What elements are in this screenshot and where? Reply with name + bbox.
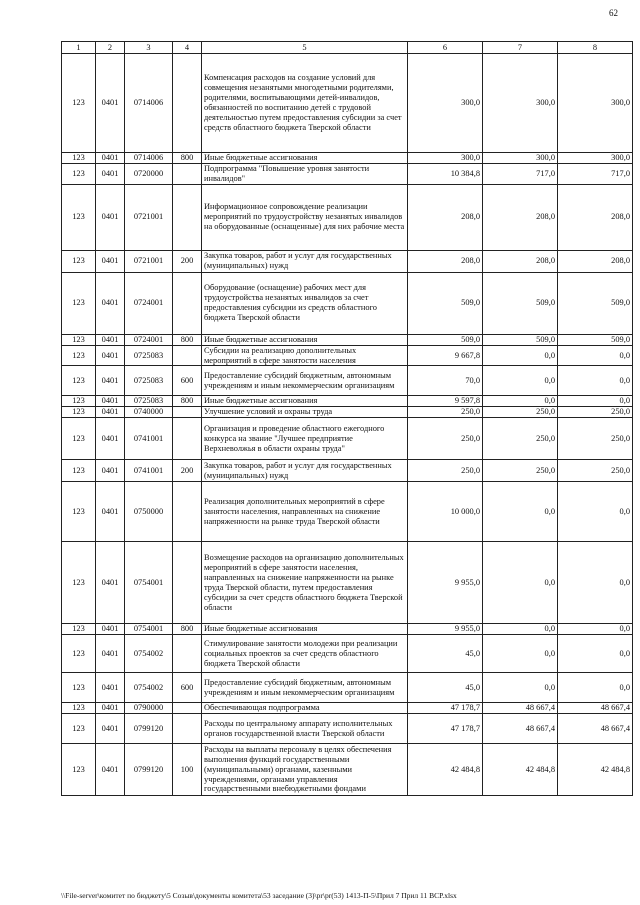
description-cell: Реализация дополнительных мероприятий в сфере занятости населения, направленных на снижение напряженности на рынке труда Тверской области (202, 482, 408, 542)
target-cell: 0721001 (125, 184, 173, 250)
code-cell: 123 (62, 744, 96, 796)
amount-cell: 42 484,8 (408, 744, 483, 796)
amount-cell: 509,0 (408, 334, 483, 345)
description-cell: Оборудование (оснащение) рабочих мест для трудоустройства незанятых инвалидов за счет предоставления субсидии из средств областного бюджета Тверской области (202, 272, 408, 334)
amount-cell: 47 178,7 (408, 714, 483, 744)
target-cell: 0740000 (125, 407, 173, 418)
section-cell: 0401 (96, 250, 125, 272)
description-cell: Информационное сопровождение реализации мероприятий по трудоустройству незанятых инвалидов на оборудованные (оснащенные) для них рабочие места (202, 184, 408, 250)
target-cell: 0720000 (125, 163, 173, 184)
target-cell: 0725083 (125, 345, 173, 366)
description-cell: Улучшение условий и охраны труда (202, 407, 408, 418)
table-row (62, 635, 633, 673)
code-cell: 123 (62, 54, 96, 153)
target-cell: 0714006 (125, 54, 173, 153)
expense-type-cell: 800 (173, 624, 202, 635)
table-row (62, 163, 633, 184)
amount-cell: 10 000,0 (408, 482, 483, 542)
section-cell: 0401 (96, 542, 125, 624)
amount-cell: 0,0 (483, 542, 558, 624)
expense-type-cell (173, 635, 202, 673)
expense-type-cell: 200 (173, 250, 202, 272)
code-cell: 123 (62, 673, 96, 703)
description-cell: Компенсация расходов на создание условий для совмещения незанятыми многодетными родителями, родителями, воспитывающими детей-инвалидов, обязанностей по воспитанию детей с трудовой деятельностью путем предоставления субсидии за счет средств областного бюджета Тверской области (202, 54, 408, 153)
amount-cell: 300,0 (483, 54, 558, 153)
amount-cell: 509,0 (408, 272, 483, 334)
code-cell: 123 (62, 345, 96, 366)
amount-cell: 717,0 (558, 163, 633, 184)
amount-cell: 250,0 (558, 460, 633, 482)
amount-cell: 10 384,8 (408, 163, 483, 184)
section-cell: 0401 (96, 334, 125, 345)
target-cell: 0725083 (125, 366, 173, 396)
amount-cell: 208,0 (558, 184, 633, 250)
expense-type-cell: 800 (173, 334, 202, 345)
expense-type-cell: 600 (173, 366, 202, 396)
header-cell: 7 (483, 42, 558, 54)
header-cell: 4 (173, 42, 202, 54)
table-row (62, 624, 633, 635)
target-cell: 0790000 (125, 703, 173, 714)
code-cell: 123 (62, 714, 96, 744)
amount-cell: 250,0 (483, 460, 558, 482)
code-cell: 123 (62, 407, 96, 418)
target-cell: 0754002 (125, 673, 173, 703)
section-cell: 0401 (96, 184, 125, 250)
section-cell: 0401 (96, 418, 125, 460)
code-cell: 123 (62, 153, 96, 164)
section-cell: 0401 (96, 673, 125, 703)
expense-type-cell (173, 272, 202, 334)
expense-type-cell: 200 (173, 460, 202, 482)
header-cell: 8 (558, 42, 633, 54)
amount-cell: 48 667,4 (558, 703, 633, 714)
header-cell: 3 (125, 42, 173, 54)
description-cell: Закупка товаров, работ и услуг для государственных (муниципальных) нужд (202, 460, 408, 482)
code-cell: 123 (62, 482, 96, 542)
table-row (62, 744, 633, 796)
target-cell: 0750000 (125, 482, 173, 542)
description-cell: Субсидии на реализацию дополнительных мероприятий в сфере занятости населения (202, 345, 408, 366)
section-cell: 0401 (96, 272, 125, 334)
target-cell: 0724001 (125, 272, 173, 334)
code-cell: 123 (62, 184, 96, 250)
target-cell: 0714006 (125, 153, 173, 164)
section-cell: 0401 (96, 54, 125, 153)
amount-cell: 300,0 (558, 153, 633, 164)
table-row (62, 542, 633, 624)
target-cell: 0799120 (125, 744, 173, 796)
section-cell: 0401 (96, 153, 125, 164)
expense-type-cell (173, 703, 202, 714)
table-row (62, 334, 633, 345)
code-cell: 123 (62, 334, 96, 345)
code-cell: 123 (62, 250, 96, 272)
description-cell: Расходы по центральному аппарату исполнительных органов государственной власти Тверской области (202, 714, 408, 744)
amount-cell: 250,0 (408, 407, 483, 418)
amount-cell: 300,0 (483, 153, 558, 164)
expense-type-cell (173, 542, 202, 624)
section-cell: 0401 (96, 345, 125, 366)
code-cell: 123 (62, 624, 96, 635)
amount-cell: 48 667,4 (558, 714, 633, 744)
amount-cell: 250,0 (558, 418, 633, 460)
expense-type-cell: 800 (173, 396, 202, 407)
amount-cell: 0,0 (483, 635, 558, 673)
code-cell: 123 (62, 418, 96, 460)
table-row (62, 673, 633, 703)
code-cell: 123 (62, 272, 96, 334)
amount-cell: 208,0 (483, 250, 558, 272)
code-cell: 123 (62, 460, 96, 482)
code-cell: 123 (62, 366, 96, 396)
table-row (62, 345, 633, 366)
expense-type-cell (173, 345, 202, 366)
expense-type-cell (173, 418, 202, 460)
amount-cell: 9 597,8 (408, 396, 483, 407)
table-row (62, 153, 633, 164)
amount-cell: 70,0 (408, 366, 483, 396)
code-cell: 123 (62, 163, 96, 184)
file-path-footer: \\File-server\комитет по бюджету\5 Созыв\документы комитета\53 заседание (3)\pr\pr(53) 1413-П-5\Прил 7 Прил 11 ВСР.xlsx (61, 891, 457, 900)
expense-type-cell (173, 184, 202, 250)
section-cell: 0401 (96, 624, 125, 635)
amount-cell: 9 955,0 (408, 624, 483, 635)
table-row (62, 250, 633, 272)
code-cell: 123 (62, 396, 96, 407)
table-row (62, 714, 633, 744)
amount-cell: 250,0 (483, 418, 558, 460)
header-cell: 1 (62, 42, 96, 54)
header-row (62, 42, 633, 54)
target-cell: 0754001 (125, 624, 173, 635)
expense-type-cell: 600 (173, 673, 202, 703)
amount-cell: 0,0 (558, 366, 633, 396)
section-cell: 0401 (96, 635, 125, 673)
amount-cell: 509,0 (483, 334, 558, 345)
amount-cell: 42 484,8 (558, 744, 633, 796)
amount-cell: 45,0 (408, 635, 483, 673)
section-cell: 0401 (96, 366, 125, 396)
amount-cell: 250,0 (408, 460, 483, 482)
target-cell: 0741001 (125, 460, 173, 482)
table-row (62, 407, 633, 418)
section-cell: 0401 (96, 407, 125, 418)
amount-cell: 0,0 (483, 396, 558, 407)
amount-cell: 208,0 (408, 184, 483, 250)
target-cell: 0725083 (125, 396, 173, 407)
header-cell: 6 (408, 42, 483, 54)
description-cell: Предоставление субсидий бюджетным, автономным учреждениям и иным некоммерческим организациям (202, 673, 408, 703)
description-cell: Расходы на выплаты персоналу в целях обеспечения выполнения функций государственными (муниципальными) органами, казенными учреждениями, органами управления государственными внебюджетными фондами (202, 744, 408, 796)
amount-cell: 300,0 (408, 54, 483, 153)
amount-cell: 0,0 (558, 673, 633, 703)
amount-cell: 42 484,8 (483, 744, 558, 796)
table-row (62, 396, 633, 407)
description-cell: Подпрограмма "Повышение уровня занятости инвалидов" (202, 163, 408, 184)
table-row (62, 184, 633, 250)
page-number: 62 (609, 8, 618, 18)
description-cell: Закупка товаров, работ и услуг для государственных (муниципальных) нужд (202, 250, 408, 272)
amount-cell: 208,0 (558, 250, 633, 272)
table-row (62, 703, 633, 714)
table-row (62, 272, 633, 334)
description-cell: Возмещение расходов на организацию дополнительных мероприятий в сфере занятости населения, направленных на снижение напряженности на рынке труда Тверской области, путем предоставления субсидии за счет средств областного бюджета Тверской области (202, 542, 408, 624)
amount-cell: 9 667,8 (408, 345, 483, 366)
description-cell: Иные бюджетные ассигнования (202, 334, 408, 345)
expense-type-cell (173, 482, 202, 542)
expense-type-cell (173, 54, 202, 153)
section-cell: 0401 (96, 482, 125, 542)
description-cell: Иные бюджетные ассигнования (202, 396, 408, 407)
target-cell: 0741001 (125, 418, 173, 460)
target-cell: 0754002 (125, 635, 173, 673)
amount-cell: 717,0 (483, 163, 558, 184)
target-cell: 0724001 (125, 334, 173, 345)
amount-cell: 509,0 (558, 272, 633, 334)
amount-cell: 48 667,4 (483, 714, 558, 744)
description-cell: Стимулирование занятости молодежи при реализации социальных проектов за счет средств областного бюджета Тверской области (202, 635, 408, 673)
amount-cell: 48 667,4 (483, 703, 558, 714)
amount-cell: 300,0 (408, 153, 483, 164)
section-cell: 0401 (96, 396, 125, 407)
section-cell: 0401 (96, 163, 125, 184)
table-row (62, 418, 633, 460)
amount-cell: 300,0 (558, 54, 633, 153)
description-cell: Обеспечивающая подпрограмма (202, 703, 408, 714)
table-row (62, 366, 633, 396)
amount-cell: 47 178,7 (408, 703, 483, 714)
table-row (62, 482, 633, 542)
table-row (62, 460, 633, 482)
amount-cell: 0,0 (483, 673, 558, 703)
section-cell: 0401 (96, 460, 125, 482)
amount-cell: 0,0 (483, 482, 558, 542)
target-cell: 0754001 (125, 542, 173, 624)
expense-type-cell (173, 407, 202, 418)
amount-cell: 0,0 (558, 396, 633, 407)
amount-cell: 45,0 (408, 673, 483, 703)
description-cell: Иные бюджетные ассигнования (202, 153, 408, 164)
amount-cell: 250,0 (408, 418, 483, 460)
code-cell: 123 (62, 635, 96, 673)
table-body (62, 54, 633, 796)
table-row (62, 54, 633, 153)
section-cell: 0401 (96, 744, 125, 796)
description-cell: Организация и проведение областного ежегодного конкурса на звание "Лучшее предприятие Верхневолжья в области охраны труда" (202, 418, 408, 460)
amount-cell: 0,0 (558, 482, 633, 542)
amount-cell: 0,0 (558, 542, 633, 624)
amount-cell: 509,0 (483, 272, 558, 334)
amount-cell: 509,0 (558, 334, 633, 345)
amount-cell: 0,0 (558, 345, 633, 366)
expense-type-cell (173, 714, 202, 744)
section-cell: 0401 (96, 714, 125, 744)
amount-cell: 9 955,0 (408, 542, 483, 624)
amount-cell: 0,0 (558, 624, 633, 635)
expense-type-cell (173, 163, 202, 184)
amount-cell: 0,0 (483, 345, 558, 366)
amount-cell: 0,0 (483, 624, 558, 635)
section-cell: 0401 (96, 703, 125, 714)
target-cell: 0799120 (125, 714, 173, 744)
header-cell: 2 (96, 42, 125, 54)
amount-cell: 250,0 (483, 407, 558, 418)
description-cell: Иные бюджетные ассигнования (202, 624, 408, 635)
description-cell: Предоставление субсидий бюджетным, автономным учреждениям и иным некоммерческим организациям (202, 366, 408, 396)
code-cell: 123 (62, 703, 96, 714)
budget-table (61, 41, 633, 796)
expense-type-cell: 100 (173, 744, 202, 796)
amount-cell: 250,0 (558, 407, 633, 418)
amount-cell: 0,0 (558, 635, 633, 673)
amount-cell: 208,0 (483, 184, 558, 250)
code-cell: 123 (62, 542, 96, 624)
header-cell: 5 (202, 42, 408, 54)
expense-type-cell: 800 (173, 153, 202, 164)
amount-cell: 0,0 (483, 366, 558, 396)
target-cell: 0721001 (125, 250, 173, 272)
amount-cell: 208,0 (408, 250, 483, 272)
